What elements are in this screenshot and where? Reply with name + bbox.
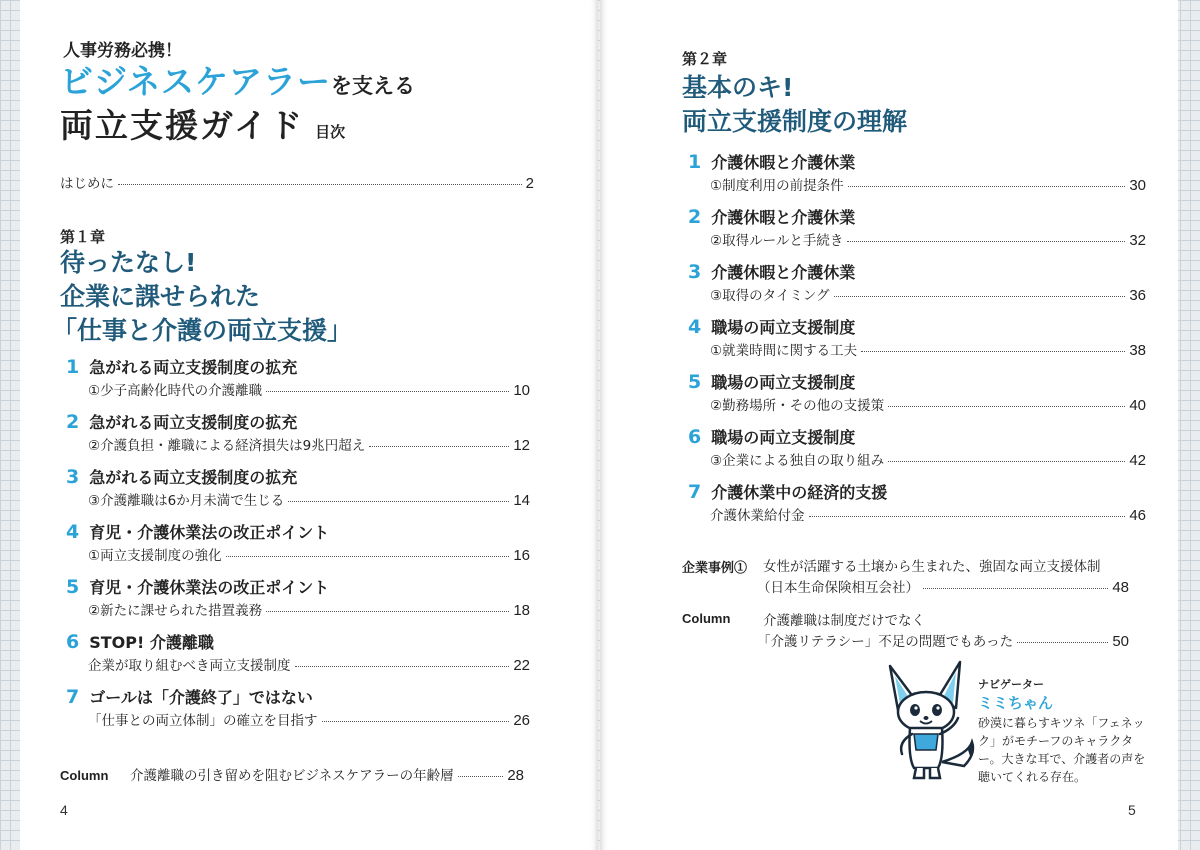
navigator-description: 砂漠に暮らすキツネ「フェネック」がモチーフのキャラクター。大きな耳で、介護者の声を聴いてくれる存在。 [978, 716, 1146, 784]
section-page: 26 [513, 712, 530, 729]
section-number: 6 [688, 426, 702, 448]
book-title-suffix: を支える [331, 74, 416, 98]
leader-dots [848, 186, 1126, 187]
book-title-main: 両立支援ガイド [60, 106, 305, 145]
leader-dots [322, 721, 510, 722]
section-page: 16 [513, 547, 530, 564]
toc-intro-page: 2 [525, 175, 534, 192]
toc-section-heading [688, 315, 855, 338]
book-title-line1 [60, 56, 415, 103]
toc-section-heading [66, 355, 297, 378]
section-subtitle: ②取得ルールと手続き [710, 233, 844, 249]
toc-intro-label: はじめに [60, 176, 114, 192]
leader-dots [458, 776, 504, 777]
section-number: 7 [66, 686, 80, 708]
section-title: 介護休暇と介護休業 [711, 153, 856, 172]
section-number: 6 [66, 631, 80, 653]
chapter2-title-line1: 基本のキ! [682, 73, 794, 102]
leader-dots [118, 184, 522, 185]
section-subtitle: ①制度利用の前提条件 [710, 178, 844, 194]
leader-dots [266, 611, 509, 612]
toc-label: 目次 [315, 123, 346, 141]
section-page: 14 [513, 492, 530, 509]
toc-entry-row[interactable] [88, 599, 530, 619]
leader-dots [861, 351, 1125, 352]
leader-dots [923, 588, 1108, 589]
section-number: 2 [66, 411, 80, 433]
page-number-right: 5 [1128, 802, 1136, 818]
section-subtitle: ③介護離職は6か月未満で生じる [88, 493, 285, 509]
section-subtitle: ②新たに課せられた措置義務 [88, 603, 263, 619]
toc-column2-row[interactable] [757, 630, 1129, 650]
fennec-mascot-illustration [868, 658, 988, 783]
leader-dots [1017, 642, 1108, 643]
chapter1-title-line1: 待ったなし! [60, 248, 197, 277]
column-tag: Column [60, 768, 109, 783]
section-title: 介護休暇と介護休業 [711, 263, 856, 282]
leader-dots [847, 241, 1125, 242]
section-title: 育児・介護休業法の改正ポイント [89, 578, 330, 597]
section-number: 4 [688, 316, 702, 338]
section-title: 介護休業中の経済的支援 [711, 483, 888, 502]
section-page: 12 [513, 437, 530, 454]
column2-title-line2: 「介護リテラシー」不足の問題でもあった [757, 634, 1014, 650]
section-title: 職場の両立支援制度 [711, 318, 856, 337]
section-title: STOP! 介護離職 [89, 633, 214, 652]
toc-case-row[interactable] [757, 576, 1129, 596]
toc-section-heading [688, 425, 855, 448]
book-kicker: 人事労務必携！ [63, 41, 182, 61]
section-number: 3 [66, 466, 80, 488]
section-subtitle: 企業が取り組むべき両立支援制度 [88, 658, 291, 674]
left-page [20, 0, 598, 850]
toc-section-heading [66, 630, 214, 653]
section-number: 4 [66, 521, 80, 543]
toc-entry-row[interactable] [88, 434, 530, 454]
section-number: 7 [688, 481, 702, 503]
toc-intro-row[interactable] [60, 172, 534, 192]
leader-dots [266, 391, 509, 392]
section-subtitle: 介護休業給付金 [710, 508, 805, 524]
section-subtitle: ③企業による独自の取り組み [710, 453, 885, 469]
section-number: 3 [688, 261, 702, 283]
book-title-line2 [60, 100, 345, 147]
toc-section-heading [688, 370, 855, 393]
chapter2-title-line2: 両立支援制度の理解 [682, 107, 908, 136]
toc-entry-row[interactable] [710, 339, 1146, 359]
section-subtitle: ①少子高齢化時代の介護離職 [88, 383, 263, 399]
toc-section-heading [688, 260, 855, 283]
leader-dots [834, 296, 1126, 297]
section-number: 1 [66, 356, 80, 378]
case-tag: 企業事例① [682, 560, 748, 575]
chapter1-title-line3: 「仕事と介護の両立支援」 [52, 316, 353, 345]
section-title: 育児・介護休業法の改正ポイント [89, 523, 330, 542]
toc-section-heading [66, 685, 313, 708]
section-title: 急がれる両立支援制度の拡充 [89, 468, 298, 487]
leader-dots [369, 446, 509, 447]
page-number-left: 4 [60, 802, 68, 818]
section-subtitle: 「仕事との両立体制」の確立を目指す [88, 713, 318, 729]
column-tag-right: Column [682, 611, 731, 626]
toc-entry-row[interactable] [88, 654, 530, 674]
section-page: 38 [1129, 342, 1146, 359]
toc-section-heading [688, 150, 855, 173]
column-title: 介護離職の引き留めを阻むビジネスケアラーの年齢層 [130, 768, 454, 784]
section-subtitle: ①就業時間に関する工夫 [710, 343, 858, 359]
column2-title-line1: 介護離職は制度だけでなく [763, 613, 925, 629]
section-page: 42 [1129, 452, 1146, 469]
section-page: 30 [1129, 177, 1146, 194]
toc-entry-row[interactable] [710, 394, 1146, 414]
section-title: 急がれる両立支援制度の拡充 [89, 413, 298, 432]
section-number: 5 [66, 576, 80, 598]
toc-entry-row[interactable] [88, 379, 530, 399]
section-number: 1 [688, 151, 702, 173]
section-number: 2 [688, 206, 702, 228]
toc-section-heading [66, 410, 297, 433]
chapter1-label: 第１章 [60, 228, 106, 246]
leader-dots [888, 461, 1125, 462]
section-number: 5 [688, 371, 702, 393]
chapter2-label: 第２章 [682, 50, 728, 68]
case-title-line1: 女性が活躍する土壌から生まれた、強固な両立支援体制 [763, 559, 1101, 575]
toc-entry-row[interactable] [710, 449, 1146, 469]
toc-section-heading [66, 575, 329, 598]
section-subtitle: ③取得のタイミング [710, 288, 830, 304]
section-page: 32 [1129, 232, 1146, 249]
toc-column-row[interactable] [60, 764, 524, 784]
section-title: 職場の両立支援制度 [711, 428, 856, 447]
toc-entry-row[interactable] [710, 229, 1146, 249]
section-subtitle: ①両立支援制度の強化 [88, 548, 222, 564]
leader-dots [288, 501, 509, 502]
section-title: 職場の両立支援制度 [711, 373, 856, 392]
section-page: 40 [1129, 397, 1146, 414]
toc-entry-row[interactable] [710, 174, 1146, 194]
chapter1-title-line2: 企業に課せられた [60, 282, 261, 311]
section-subtitle: ②勤務場所・その他の支援策 [710, 398, 885, 414]
toc-section-heading [66, 465, 297, 488]
case-page: 48 [1112, 579, 1129, 596]
section-subtitle: ②介護負担・離職による経済損失は9兆円超え [88, 438, 366, 454]
case-title-line2: （日本生命保険相互会社） [757, 580, 919, 596]
leader-dots [888, 406, 1125, 407]
leader-dots [226, 556, 510, 557]
section-page: 22 [513, 657, 530, 674]
toc-entry-row[interactable] [710, 504, 1146, 524]
toc-entry-row[interactable] [88, 544, 530, 564]
toc-entry-row[interactable] [88, 489, 530, 509]
column2-page: 50 [1112, 633, 1129, 650]
leader-dots [809, 516, 1126, 517]
section-page: 46 [1129, 507, 1146, 524]
section-title: ゴールは「介護終了」ではない [89, 688, 313, 707]
section-title: 介護休暇と介護休業 [711, 208, 856, 227]
column-page: 28 [507, 767, 524, 784]
toc-section-heading [66, 520, 329, 543]
section-page: 36 [1129, 287, 1146, 304]
navigator-name: ミミちゃん [978, 694, 1054, 712]
toc-section-heading [688, 480, 887, 503]
leader-dots [295, 666, 510, 667]
toc-section-heading [688, 205, 855, 228]
book-title-accent: ビジネスケアラー [60, 62, 332, 101]
right-page [600, 0, 1178, 850]
section-title: 急がれる両立支援制度の拡充 [89, 358, 298, 377]
navigator-label: ナビゲーター [978, 678, 1044, 691]
section-page: 10 [513, 382, 530, 399]
toc-entry-row[interactable] [88, 709, 530, 729]
section-page: 18 [513, 602, 530, 619]
toc-entry-row[interactable] [710, 284, 1146, 304]
